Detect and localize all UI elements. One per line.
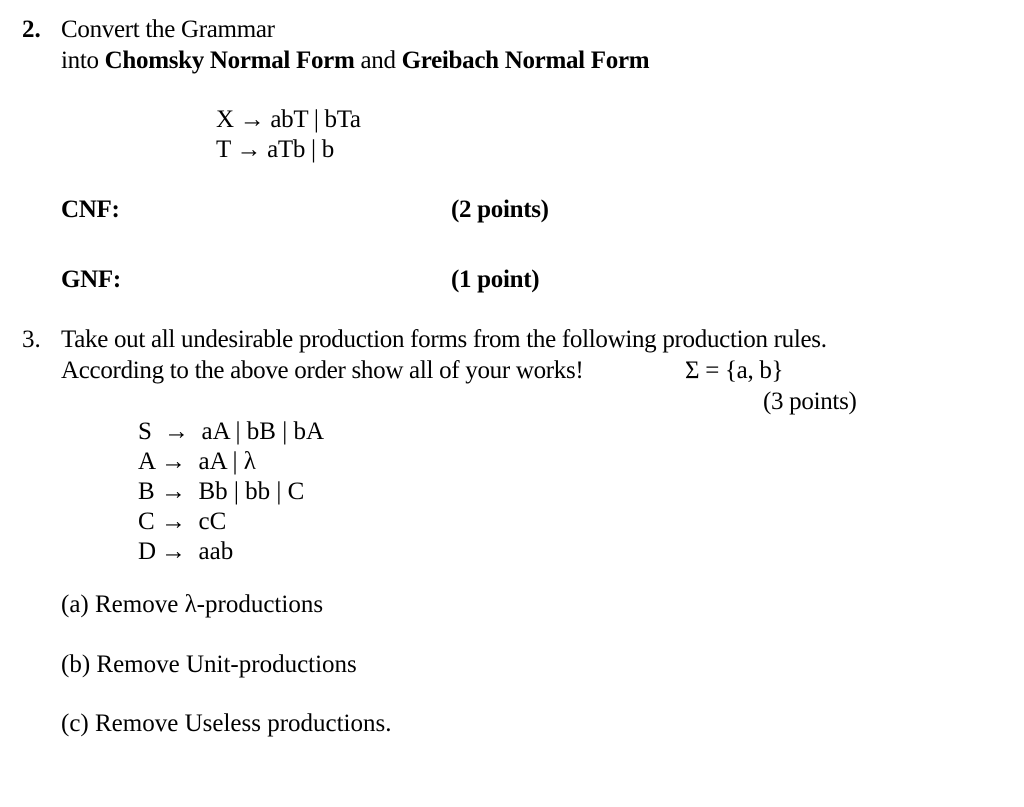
arrow-icon: → bbox=[161, 448, 186, 475]
question-2-number: 2. bbox=[22, 16, 41, 43]
grammar-rule bbox=[216, 107, 361, 132]
question-3-line2: According to the above order show all of your works! bbox=[61, 357, 584, 384]
production-rule bbox=[138, 419, 324, 444]
task-label: (a) bbox=[61, 591, 89, 618]
arrow-icon: → bbox=[161, 478, 186, 505]
alphabet-sigma: Σ = {a, b} bbox=[685, 357, 784, 384]
production-rhs: aA | λ bbox=[198, 448, 256, 475]
production-rhs: cC bbox=[198, 508, 227, 535]
cnf-label: CNF: bbox=[61, 196, 120, 223]
task-label: (c) bbox=[61, 710, 89, 737]
task-label: (b) bbox=[61, 651, 91, 678]
production-lhs: B bbox=[138, 478, 155, 505]
task-item bbox=[61, 592, 323, 617]
q2-cnf-term: Chomsky Normal Form bbox=[104, 47, 355, 74]
question-2-line1: Convert the Grammar bbox=[61, 16, 275, 43]
production-rule bbox=[138, 479, 304, 504]
task-text: Remove λ-productions bbox=[95, 591, 324, 618]
question-3-number: 3. bbox=[22, 326, 41, 353]
arrow-icon: → bbox=[161, 538, 186, 565]
task-item bbox=[61, 711, 391, 736]
task-text: Remove Unit-productions bbox=[96, 651, 357, 678]
gnf-points: (1 point) bbox=[451, 266, 540, 293]
production-rhs: aA | bB | bA bbox=[201, 418, 325, 445]
arrow-icon: → bbox=[164, 418, 189, 445]
task-text: Remove Useless productions. bbox=[95, 710, 392, 737]
production-rhs: Bb | bb | C bbox=[198, 478, 305, 505]
q2-line2-mid: and bbox=[354, 47, 402, 74]
arrow-icon: → bbox=[161, 508, 186, 535]
task-item bbox=[61, 652, 357, 677]
production-rhs: aab bbox=[198, 538, 234, 565]
grammar-rhs: abT | bTa bbox=[270, 106, 361, 133]
grammar-lhs: T bbox=[216, 136, 231, 163]
question-3-line1: Take out all undesirable production forms from the following production rules. bbox=[61, 326, 827, 353]
arrow-icon: → bbox=[236, 136, 262, 163]
production-lhs: A bbox=[138, 448, 157, 475]
production-lhs: S bbox=[138, 418, 152, 445]
production-rule bbox=[138, 449, 256, 474]
production-rule bbox=[138, 509, 226, 534]
cnf-points: (2 points) bbox=[451, 196, 549, 223]
q2-line2-prefix: into bbox=[61, 47, 105, 74]
arrow-icon: → bbox=[239, 106, 265, 133]
q2-gnf-term: Greibach Normal Form bbox=[401, 47, 650, 74]
gnf-label: GNF: bbox=[61, 266, 121, 293]
production-lhs: D bbox=[138, 538, 157, 565]
grammar-rhs: aTb | b bbox=[267, 136, 334, 163]
production-rule bbox=[138, 539, 233, 564]
grammar-rule bbox=[216, 137, 334, 162]
grammar-lhs: X bbox=[216, 106, 234, 133]
question-3-points: (3 points) bbox=[763, 388, 857, 415]
question-2-line2 bbox=[61, 48, 649, 73]
production-lhs: C bbox=[138, 508, 155, 535]
